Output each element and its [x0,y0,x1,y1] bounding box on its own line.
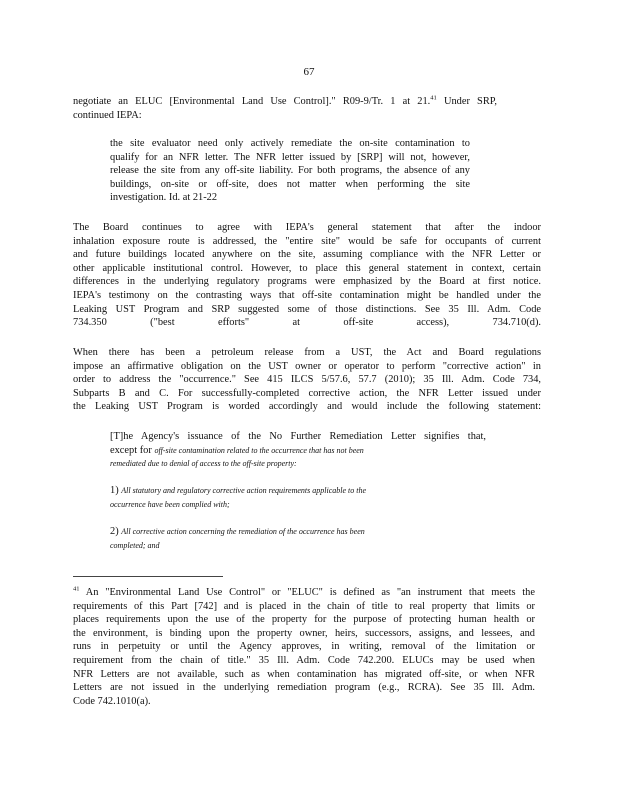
statutory-quote: [T]he Agency's issuance of the No Further Remediation Letter signifies that, except for off-site contamination related to the occurrence that has not been remediated due to denial of access to the off-site property: [110,431,486,469]
petroleum-release-paragraph: When there has been a petroleum release from a UST, the Act and Board regulations impose an affirmative obligation on the UST owner or operator to perform "corrective action" in order to address the "occurrence." See 415 ILCS 5/57.6, 57.7 (2010); 35 Ill. Adm. Code 734, Subparts B and C. For successfully-completed corrective action, the NFR Letter issued under the Leaking UST Program is worded accordingly and would include the following statement: [73,347,541,413]
footnote-41: $^{41}$ An "Environmental Land Use Control" or "ELUC" is defined as "an instrument that meets the requirements of this Part [742] and is placed in the chain of title to real property that limits or places requirements upon the use of the property for the purpose of protecting human health or the environment, is binding upon the property owner, heirs, successors, assigns, and lessees, and runs in perpetuity or until the Agency approves, in writing, removal of the limitation or requirement from the chain of title." 35 Ill. Adm. Code 742.200. ELUCs may be used when NFR Letters are not available, such as when contamination has migrated off-site, or when NFR Letters are not issued in the underlying remediation program (e.g., RCRA). See 35 Ill. Adm. Code 742.1010(a). [73,585,535,707]
statutory-item-1: 1) All statutory and regulatory corrective action requirements applicable to the occurrence have been complied with; [110,485,367,509]
opening-paragraph: negotiate an ELUC [Environmental Land Use Control]." R09-9/Tr. 1 at 21.41 Under SRP, continued IEPA: [73,94,497,121]
block-quote-iepa: the site evaluator need only actively remediate the on-site contamination to qualify for an NFR letter. The NFR letter issued by [SRP] will not, however, release the site from any off-site liability. For both programs, the absence of any buildings, on-site or off-site, does not matter when performing the site investigation. Id. at 21-22 [110,138,470,204]
board-paragraph: The Board continues to agree with IEPA's general statement that after the indoor inhalation exposure route is addressed, the "entire site" would be safe for occupants of current and future buildings located anywhere on the site, assuming compliance with the NFR Letter or other applicable institutional control. However, to place this general statement in context, certain differences in the underlying regulatory programs were emphasized by the Board at first notice. IEPA's testimony on the contrasting ways that off-site contamination might be handled under the Leaking UST Program and SRP suggested some of those distinctions. See 35 Ill. Adm. Code 734.350 ("best efforts" at off-site access), 734.710(d). [73,222,541,329]
statutory-item-2: 2) All corrective action concerning the remediation of the occurrence has been completed; and [110,526,365,550]
footnote-separator [73,576,223,577]
page-number: 67 [303,66,315,78]
